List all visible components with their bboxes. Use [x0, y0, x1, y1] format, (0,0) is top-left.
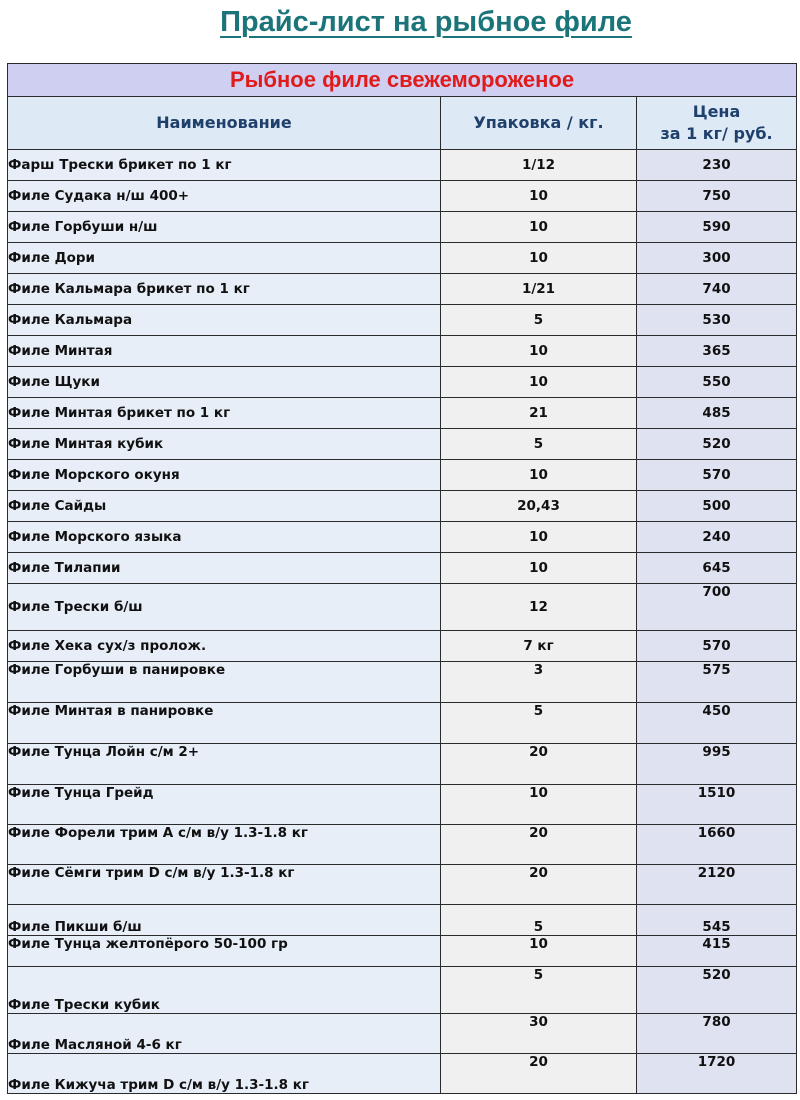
- table-row: [8, 825, 797, 865]
- price-cell: 545: [637, 905, 797, 936]
- price-cell: 530: [637, 305, 797, 336]
- package-cell: 20,43: [441, 491, 637, 522]
- package-cell: 20: [441, 865, 637, 905]
- table-row: [8, 662, 797, 703]
- price-cell: 590: [637, 212, 797, 243]
- price-cell: 520: [637, 429, 797, 460]
- product-name-cell: Филе Минтая кубик: [8, 429, 441, 460]
- package-cell: 20: [441, 825, 637, 865]
- product-name-cell: Филе Дори: [8, 243, 441, 274]
- package-cell: 10: [441, 336, 637, 367]
- price-cell: 1660: [637, 825, 797, 865]
- product-name-cell: Филе Щуки: [8, 367, 441, 398]
- package-cell: 5: [441, 429, 637, 460]
- table-row: [8, 243, 797, 274]
- product-name-cell: Филе Трески кубик: [8, 967, 441, 1014]
- column-header-price-line2: за 1 кг/ руб.: [660, 124, 773, 143]
- price-cell: 740: [637, 274, 797, 305]
- section-title: Рыбное филе свежемороженое: [8, 64, 797, 97]
- package-cell: 10: [441, 212, 637, 243]
- price-cell: 485: [637, 398, 797, 429]
- page-title: Прайс-лист на рыбное филе: [220, 6, 632, 38]
- package-cell: 12: [441, 584, 637, 631]
- column-header-price-line1: Цена: [692, 102, 741, 122]
- package-cell: 5: [441, 703, 637, 744]
- price-cell: 520: [637, 967, 797, 1014]
- table-row: [8, 905, 797, 936]
- price-cell: 415: [637, 936, 797, 967]
- package-cell: 30: [441, 1014, 637, 1054]
- price-cell: 230: [637, 150, 797, 181]
- product-name-cell: Филе Пикши б/ш: [8, 905, 441, 936]
- product-name-cell: Филе Морского языка: [8, 522, 441, 553]
- product-name-cell: Филе Кижуча трим D с/м в/у 1.3-1.8 кг: [8, 1054, 441, 1094]
- table-row: [8, 522, 797, 553]
- table-row: [8, 367, 797, 398]
- table-row: [8, 553, 797, 584]
- package-cell: 10: [441, 522, 637, 553]
- table-row: [8, 181, 797, 212]
- product-name-cell: Филе Минтая: [8, 336, 441, 367]
- package-cell: 10: [441, 367, 637, 398]
- price-cell: 1720: [637, 1054, 797, 1094]
- product-name-cell: Филе Тунца Лойн с/м 2+: [8, 744, 441, 785]
- package-cell: 5: [441, 967, 637, 1014]
- product-name-cell: Филе Тилапии: [8, 553, 441, 584]
- price-cell: 1510: [637, 785, 797, 825]
- package-cell: 10: [441, 460, 637, 491]
- product-name-cell: Филе Горбуши в панировке: [8, 662, 441, 703]
- package-cell: 5: [441, 305, 637, 336]
- price-cell: 450: [637, 703, 797, 744]
- product-name-cell: Фарш Трески брикет по 1 кг: [8, 150, 441, 181]
- price-table: [7, 63, 797, 1094]
- product-name-cell: Филе Трески б/ш: [8, 584, 441, 631]
- table-row: [8, 1054, 797, 1094]
- product-name-cell: Филе Форели трим А с/м в/у 1.3-1.8 кг: [8, 825, 441, 865]
- column-header-pack: Упаковка / кг.: [441, 97, 637, 150]
- column-header-name: Наименование: [8, 97, 441, 150]
- price-cell: 365: [637, 336, 797, 367]
- table-row: [8, 460, 797, 491]
- price-cell: 300: [637, 243, 797, 274]
- package-cell: 5: [441, 905, 637, 936]
- table-row: [8, 744, 797, 785]
- table-row: [8, 785, 797, 825]
- price-cell: 750: [637, 181, 797, 212]
- product-name-cell: Филе Масляной 4-6 кг: [8, 1014, 441, 1054]
- table-row: [8, 936, 797, 967]
- package-cell: 10: [441, 553, 637, 584]
- package-cell: 1/12: [441, 150, 637, 181]
- price-cell: 645: [637, 553, 797, 584]
- price-cell: 575: [637, 662, 797, 703]
- table-row: [8, 274, 797, 305]
- price-cell: 700: [637, 584, 797, 631]
- table-row: [8, 703, 797, 744]
- price-cell: 550: [637, 367, 797, 398]
- product-name-cell: Филе Горбуши н/ш: [8, 212, 441, 243]
- price-cell: 570: [637, 460, 797, 491]
- package-cell: 20: [441, 1054, 637, 1094]
- product-name-cell: Филе Морского окуня: [8, 460, 441, 491]
- product-name-cell: Филе Тунца Грейд: [8, 785, 441, 825]
- product-name-cell: Филе Сайды: [8, 491, 441, 522]
- table-row: [8, 429, 797, 460]
- product-name-cell: Филе Хека сух/з пролож.: [8, 631, 441, 662]
- package-cell: 7 кг: [441, 631, 637, 662]
- table-row: [8, 398, 797, 429]
- column-header-price: [637, 97, 797, 150]
- table-row: [8, 967, 797, 1014]
- package-cell: 10: [441, 936, 637, 967]
- package-cell: 10: [441, 785, 637, 825]
- table-row: [8, 631, 797, 662]
- price-cell: 570: [637, 631, 797, 662]
- package-cell: 20: [441, 744, 637, 785]
- package-cell: 1/21: [441, 274, 637, 305]
- table-row: [8, 1014, 797, 1054]
- product-name-cell: Филе Сёмги трим D с/м в/у 1.3-1.8 кг: [8, 865, 441, 905]
- product-name-cell: Филе Тунца желтопёрого 50-100 гр: [8, 936, 441, 967]
- package-cell: 10: [441, 243, 637, 274]
- product-name-cell: Филе Кальмара: [8, 305, 441, 336]
- price-cell: 500: [637, 491, 797, 522]
- product-name-cell: Филе Кальмара брикет по 1 кг: [8, 274, 441, 305]
- price-cell: 2120: [637, 865, 797, 905]
- product-name-cell: Филе Минтая в панировке: [8, 703, 441, 744]
- price-cell: 780: [637, 1014, 797, 1054]
- table-row: [8, 336, 797, 367]
- table-row: [8, 584, 797, 631]
- table-row: [8, 865, 797, 905]
- section-banner-row: [8, 64, 797, 97]
- package-cell: 21: [441, 398, 637, 429]
- header-row: [8, 97, 797, 150]
- price-cell: 995: [637, 744, 797, 785]
- package-cell: 3: [441, 662, 637, 703]
- price-cell: 240: [637, 522, 797, 553]
- product-name-cell: Филе Минтая брикет по 1 кг: [8, 398, 441, 429]
- table-row: [8, 150, 797, 181]
- product-name-cell: Филе Судака н/ш 400+: [8, 181, 441, 212]
- table-row: [8, 491, 797, 522]
- table-row: [8, 305, 797, 336]
- package-cell: 10: [441, 181, 637, 212]
- table-row: [8, 212, 797, 243]
